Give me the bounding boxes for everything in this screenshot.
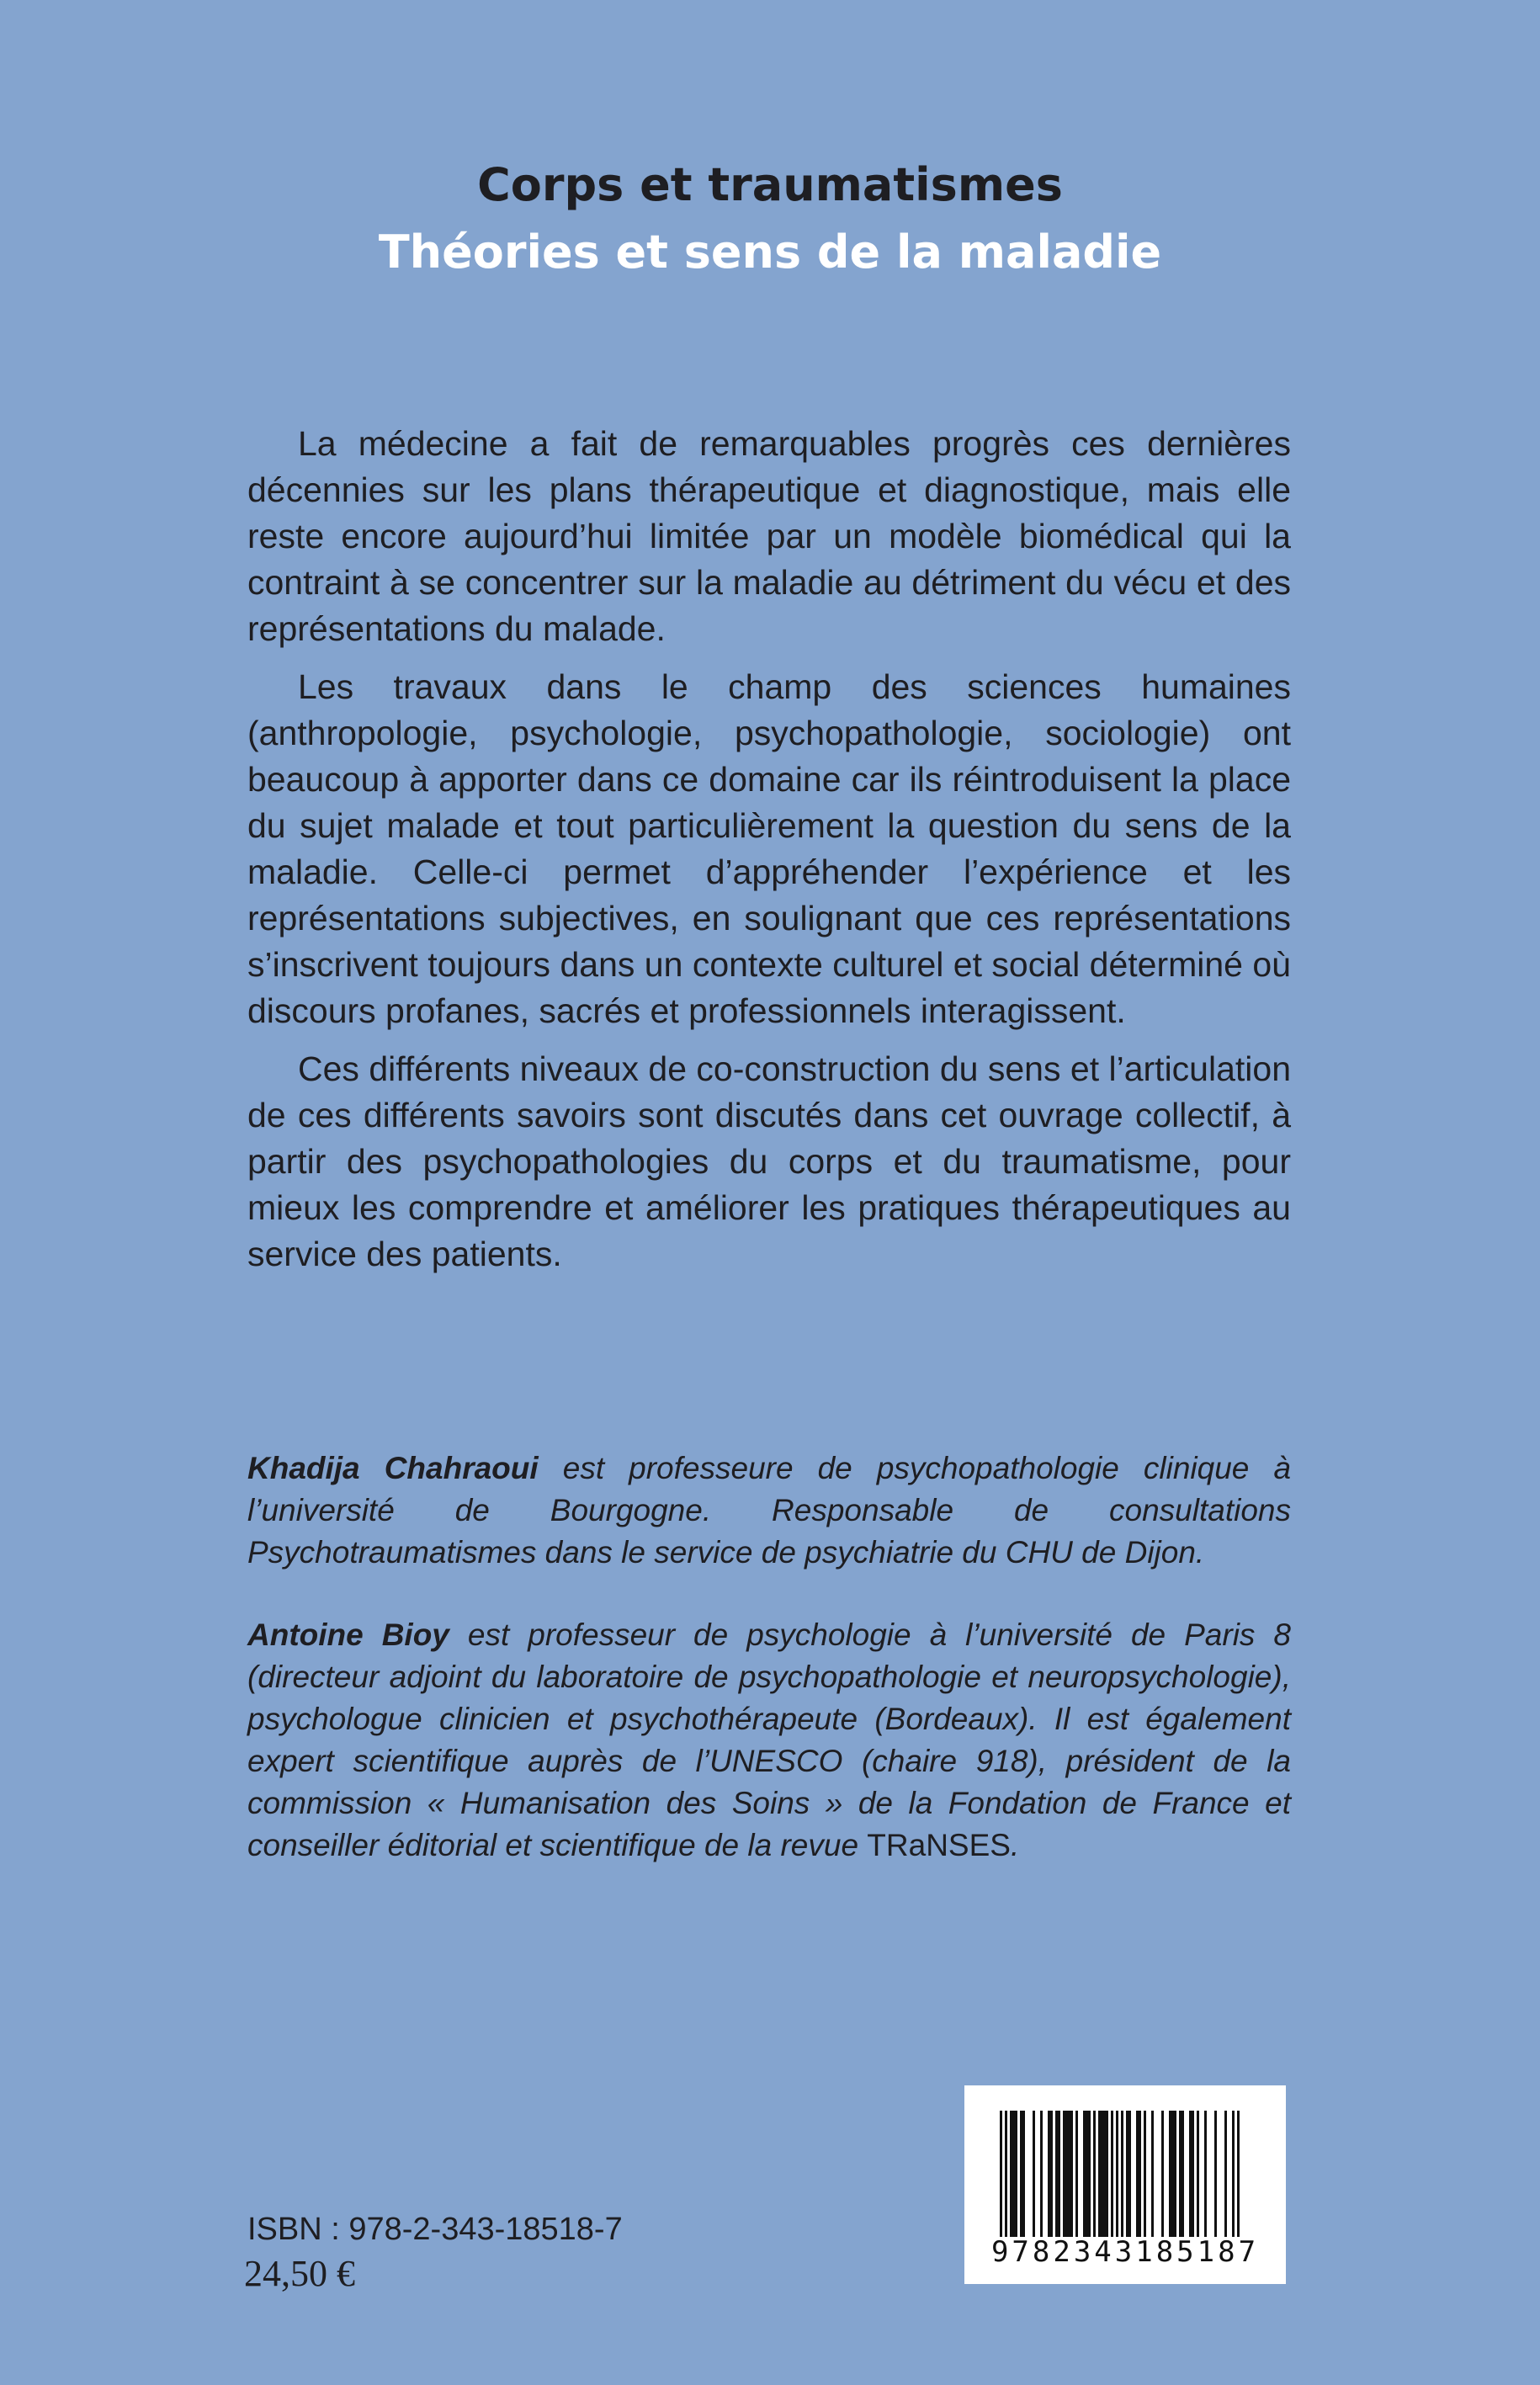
barcode-bar <box>1214 2111 1217 2237</box>
barcode <box>964 2085 1286 2284</box>
summary-text <box>247 421 1291 1289</box>
barcode-bar <box>1012 2111 1015 2237</box>
barcode-bar <box>1005 2111 1007 2237</box>
barcode-bar <box>1070 2111 1073 2237</box>
barcode-bar <box>1086 2111 1088 2237</box>
barcode-bar <box>1022 2111 1025 2237</box>
book-title: Corps et traumatismes <box>477 158 1063 211</box>
author-bio-text-1: est professeure de psychopathologie clinique à l’université de Bourgogne. Responsable de consultations Psychotraumatismes dans le service de psychiatrie du CHU de Dijon. <box>247 1451 1291 1570</box>
summary-paragraph-2: Les travaux dans le champ des sciences humaines (anthropologie, psychologie, psychopathologie, sociologie) ont beaucoup à apporter dans ce domaine car ils réintroduisent la place du sujet malade et tout particulièrement la question du sens de la maladie. Celle-ci permet d’appréhender l’expérience et les représentations subjectives, en soulignant que ces représentations s’inscrivent toujours dans un contexte culturel et social déterminé où discours profanes, sacrés et professionnels interagissent. <box>247 667 1291 1030</box>
barcode-bar <box>1048 2111 1050 2237</box>
barcode-bar <box>1020 2111 1022 2237</box>
author-name-1: Khadija Chahraoui <box>247 1451 539 1485</box>
barcode-bar <box>1169 2111 1171 2237</box>
barcode-bar <box>1111 2111 1113 2237</box>
barcode-bar <box>1182 2111 1184 2237</box>
barcode-bar <box>1192 2111 1194 2237</box>
author-bio-2 <box>247 1614 1291 1867</box>
barcode-bar <box>1116 2111 1118 2237</box>
barcode-bar <box>1151 2111 1154 2237</box>
book-subtitle: Théories et sens de la maladie <box>378 226 1162 279</box>
barcode-bar <box>1050 2111 1053 2237</box>
price: 24,50 € <box>244 2253 355 2294</box>
isbn: ISBN : 978-2-343-18518-7 <box>247 2212 623 2247</box>
barcode-bar <box>1000 2111 1002 2237</box>
barcode-bar <box>1128 2111 1131 2237</box>
barcode-bar <box>1033 2111 1035 2237</box>
barcode-number: 9782343185187 <box>990 2235 1260 2269</box>
barcode-bar <box>1232 2111 1235 2237</box>
barcode-bar <box>1174 2111 1176 2237</box>
barcode-bars <box>1000 2111 1251 2237</box>
barcode-bar <box>1197 2111 1199 2237</box>
barcode-bar <box>1083 2111 1086 2237</box>
title-block <box>0 151 1540 286</box>
barcode-bar <box>1139 2111 1141 2237</box>
barcode-bar <box>1093 2111 1096 2237</box>
barcode-bar <box>1144 2111 1146 2237</box>
barcode-bar <box>1068 2111 1070 2237</box>
barcode-bar <box>1065 2111 1068 2237</box>
author-bios <box>247 1447 1291 1907</box>
barcode-bar <box>1106 2111 1108 2237</box>
summary-paragraph-3: Ces différents niveaux de co-construction du sens et l’articulation de ces différents savoirs sont discutés dans cet ouvrage collectif, à partir des psychopathologies du corps et du traumatisme, pour mieux les comprendre et améliorer les pratiques thérapeutiques au service des patients. <box>247 1049 1291 1273</box>
author-name-2: Antoine Bioy <box>247 1617 449 1652</box>
barcode-bar <box>1075 2111 1078 2237</box>
barcode-bar <box>1101 2111 1103 2237</box>
barcode-bar <box>1088 2111 1091 2237</box>
barcode-bar <box>1161 2111 1164 2237</box>
barcode-bar <box>1010 2111 1012 2237</box>
barcode-bar <box>1098 2111 1101 2237</box>
barcode-bar <box>1189 2111 1192 2237</box>
barcode-bar <box>1055 2111 1058 2237</box>
barcode-bar <box>1121 2111 1123 2237</box>
barcode-bar <box>1126 2111 1128 2237</box>
barcode-bar <box>1179 2111 1182 2237</box>
barcode-bar <box>1063 2111 1065 2237</box>
author-bio-1 <box>247 1447 1291 1574</box>
author-bio-text-2: est professeur de psychologie à l’université de Paris 8 (directeur adjoint du laboratoire de psychopathologie et neuropsychologie), psychologue clinicien et psychothérapeute (Bordeaux). Il est également expert scientifique auprès de l’UNESCO (chaire 918), président de la commission « Humanisation des Soins » de la Fondation de France et conseiller éditorial et scientifique de la revue <box>247 1617 1291 1862</box>
barcode-bar <box>1136 2111 1139 2237</box>
barcode-bar <box>1040 2111 1043 2237</box>
barcode-bar <box>1015 2111 1017 2237</box>
author-bio-end-2: . <box>1010 1828 1020 1862</box>
journal-name: TRaNSES <box>867 1828 1011 1862</box>
barcode-bar <box>1237 2111 1240 2237</box>
barcode-bar <box>1171 2111 1174 2237</box>
barcode-bar <box>1058 2111 1060 2237</box>
summary-paragraph-1: La médecine a fait de remarquables progrès ces dernières décennies sur les plans thérapeutique et diagnostique, mais elle reste encore aujourd’hui limitée par un modèle biomédical qui la contraint à se concentrer sur la maladie au détriment du vécu et des représentations du malade. <box>247 424 1291 648</box>
barcode-bar <box>1204 2111 1207 2237</box>
barcode-bar <box>1103 2111 1106 2237</box>
barcode-bar <box>1224 2111 1227 2237</box>
